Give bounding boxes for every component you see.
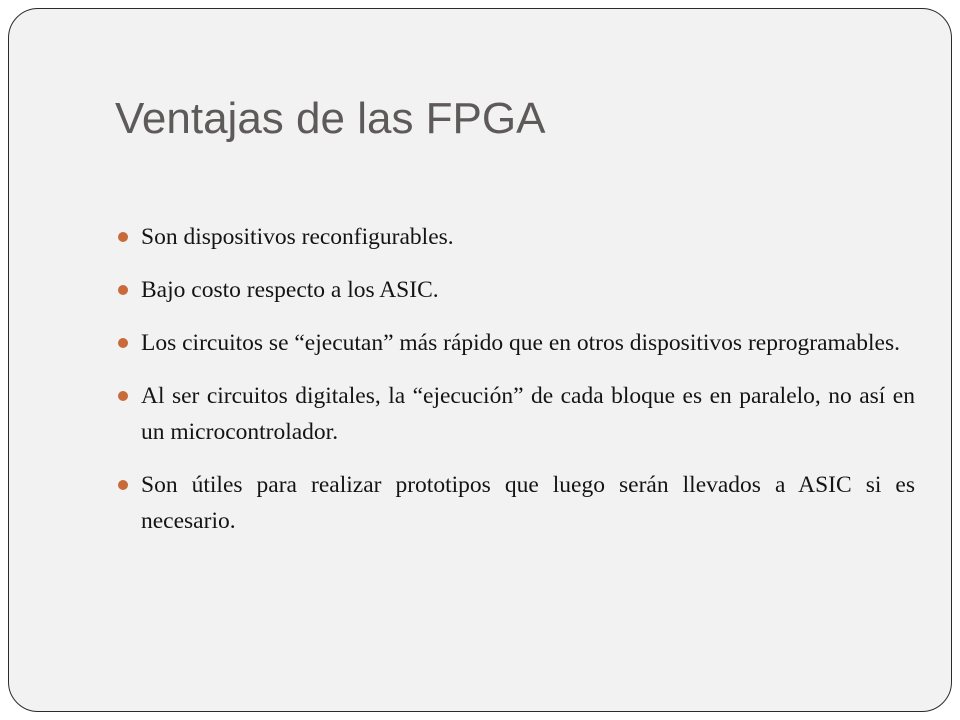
bullet-dot-icon <box>118 480 128 490</box>
bullet-dot-icon <box>118 391 128 401</box>
slide <box>8 8 952 712</box>
bullet-text: Al ser circuitos digitales, la “ejecución” de cada bloque es en paralelo, no así en un microcontrolador. <box>141 383 915 445</box>
slide-title: Ventajas de las FPGA <box>115 94 546 143</box>
bullet-dot-icon <box>118 285 128 295</box>
bullet-item <box>115 272 915 308</box>
bullet-text: Son dispositivos reconfigurables. <box>141 224 454 250</box>
bullet-item <box>115 219 915 255</box>
bullet-dot-icon <box>118 232 128 242</box>
bullet-text: Bajo costo respecto a los ASIC. <box>141 277 439 303</box>
bullet-list <box>115 219 915 556</box>
bullet-item <box>115 378 915 450</box>
bullet-item <box>115 325 915 361</box>
bullet-dot-icon <box>118 338 128 348</box>
bullet-text: Son útiles para realizar prototipos que luego serán llevados a ASIC si es necesario. <box>141 472 915 534</box>
bullet-item <box>115 467 915 539</box>
bullet-text: Los circuitos se “ejecutan” más rápido que en otros dispositivos reprogramables. <box>141 330 900 356</box>
